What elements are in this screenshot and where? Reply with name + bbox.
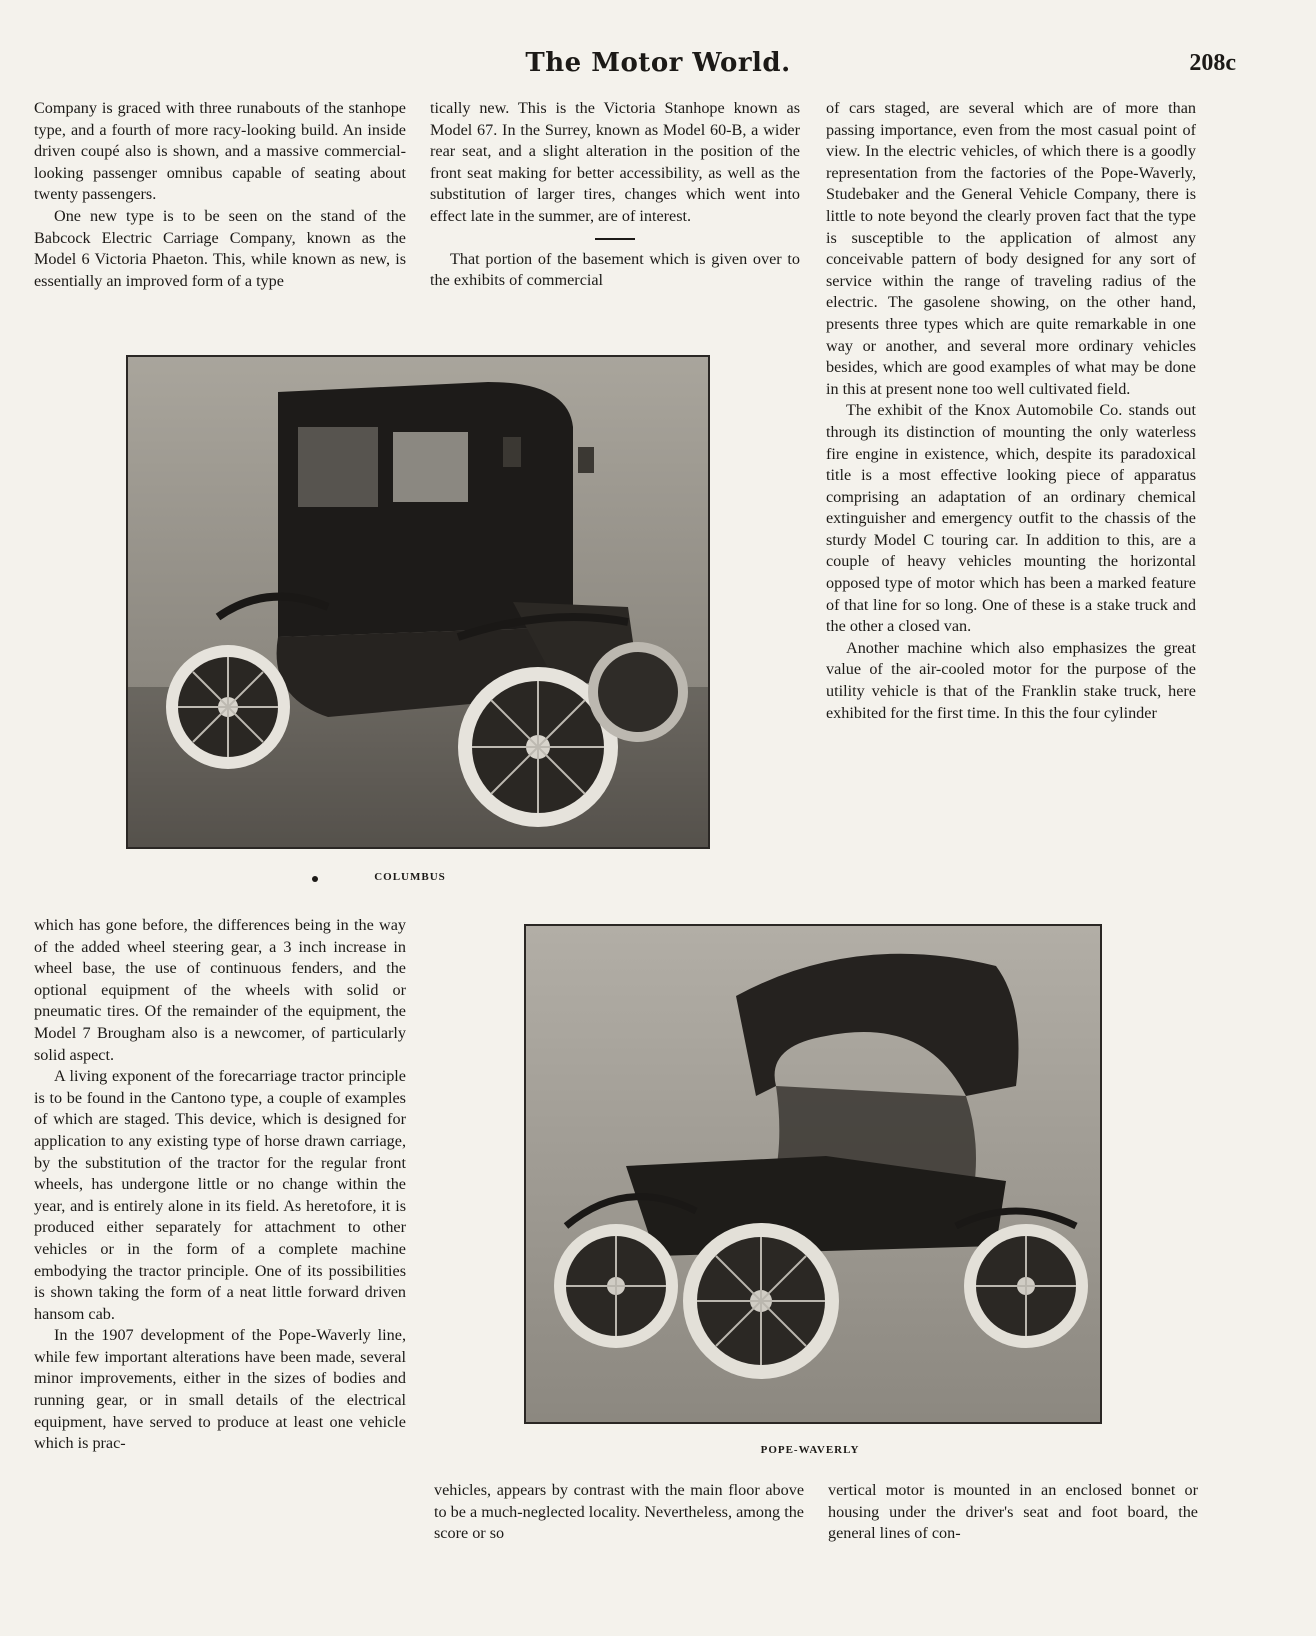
pope-waverly-photo: [524, 924, 1102, 1424]
paragraph: which has gone before, the differences being in the way of the added wheel steering gear, a 3 inch increase in wheel base, the use of continuous fenders, and the optional equipment of the wheels with solid or pneumatic tires. Of the remainder of the equipment, the Model 7 Brougham also is a newcomer, of particularly solid aspect.: [34, 916, 406, 1064]
column-1-bottom: [34, 915, 406, 1455]
paragraph: tically new. This is the Victoria Stanhope known as Model 67. In the Surrey, known as Model 60-B, a wider rear seat, and a slight alteration in the position of the front seat making for better accessibility, as well as the substitution of larger tires, changes which went into effect late in the summer, are of interest.: [430, 99, 800, 225]
paragraph: vertical motor is mounted in an enclosed bonnet or housing under the driver's seat and foot board, the general lines of con-: [828, 1481, 1198, 1543]
columbus-caption: COLUMBUS: [374, 871, 446, 883]
paragraph: That portion of the basement which is given over to the exhibits of commercial: [430, 249, 800, 290]
column-2-bottom: [434, 1480, 804, 1545]
caption-dot: [312, 876, 318, 882]
columbus-photo: [126, 355, 710, 849]
column-2-top: [430, 98, 800, 292]
masthead: [0, 48, 1316, 88]
far-wheel: [588, 642, 688, 742]
column-3-top: [826, 98, 1196, 724]
section-divider: [430, 228, 800, 249]
publication-title: The Motor World.: [525, 48, 791, 78]
paragraph: Company is graced with three runabouts of the stanhope type, and a fourth of more racy-looking build. An inside driven coupé also is shown, and a massive commercial-looking passenger omnibus capable of seating about twenty passengers.: [34, 99, 406, 204]
column-3-bottom: [828, 1480, 1198, 1545]
paragraph: A living exponent of the forecarriage tractor principle is to be found in the Cantono type, a couple of examples of which are staged. This device, which is designed for application to any existing type of horse drawn carriage, by the substitution of the tractor for the regular front wheels, has undergone little or no change within the year, and is entirely alone in its field. As heretofore, it is produced either separately for attachment to other vehicles or in the form of a complete machine embodying the tractor principle. One of its possibilities is shown taking the form of a neat little forward driven hansom cab.: [34, 1067, 406, 1323]
column-1-top: [34, 98, 406, 292]
page-number: 208c: [1189, 50, 1236, 76]
columbus-car-illustration: [128, 357, 708, 847]
paragraph: In the 1907 development of the Pope-Waverly line, while few important alterations have been made, several minor improvements, either in the sizes of bodies and running gear, or in small details of the electrical equipment, have served to produce at least one vehicle which is prac-: [34, 1326, 406, 1453]
paragraph: The exhibit of the Knox Automobile Co. stands out through its distinction of mounting the only waterless fire engine in existence, which, despite its paradoxical title is a most effective looking piece of apparatus comprising an adaptation of an ordinary chemical extinguisher and emergency outfit to the chassis of the sturdy Model C touring car. In addition to this, are a couple of heavy vehicles mounting the horizontal opposed type of motor which has been a marked feature of that line for so long. One of these is a stake truck and the other a closed van.: [826, 401, 1196, 636]
paragraph: One new type is to be seen on the stand of the Babcock Electric Carriage Company, known as the Model 6 Victoria Phaeton. This, while known as new, is essentially an improved form of a type: [34, 206, 406, 290]
paragraph: of cars staged, are several which are of more than passing importance, even from the most casual point of view. In the electric vehicles, of which there is a goodly representation from the factories of the Pope-Waverly, Studebaker and the General Vehicle Company, there is little to note beyond the clearly proven fact that the type is susceptible to the application of almost any conceivable pattern of body designed for any sort of service within the range of traveling radius of the electric. The gasolene showing, on the other hand, presents three types which are quite remarkable in one way or another, and several more ordinary vehicles besides, which are good examples of what may be done in this at present none too well cultivated field.: [826, 99, 1196, 398]
paragraph: Another machine which also emphasizes the great value of the air-cooled motor for the purpose of the utility vehicle is that of the Franklin stake truck, here exhibited for the first time. In this the four cylinder: [826, 638, 1196, 722]
pope-waverly-caption: POPE-WAVERLY: [760, 1444, 860, 1456]
pope-waverly-car-illustration: [526, 926, 1100, 1422]
paragraph: vehicles, appears by contrast with the main floor above to be a much-neglected locality. Nevertheless, among the score or so: [434, 1481, 804, 1543]
